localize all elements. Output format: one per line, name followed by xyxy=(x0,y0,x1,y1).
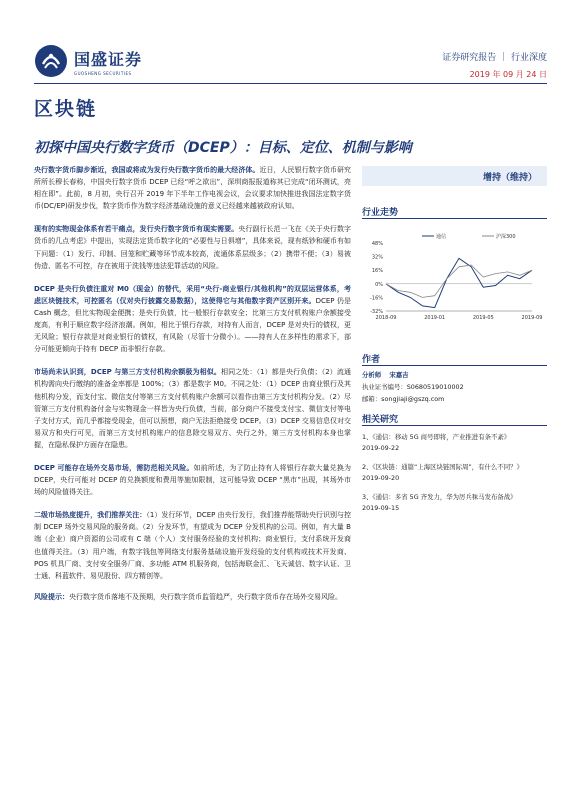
logo xyxy=(34,44,142,78)
trend-divider xyxy=(362,218,547,219)
paragraph-lead: 央行数字货币脚步渐近，我国或将成为发行央行数字货币的最大经济体。 xyxy=(34,166,260,174)
x-tick-label: 2019-05 xyxy=(472,315,494,321)
related-item xyxy=(362,492,547,514)
trend-heading: 行业走势 xyxy=(362,208,399,218)
paragraph xyxy=(34,164,351,212)
author-divider xyxy=(362,365,547,366)
report-type: 证券研究报告 ｜ 行业深度 xyxy=(442,53,547,63)
trend-chart xyxy=(362,231,547,323)
related-title: 1、《通信：移动 5G 商号即将，产业推进有条不紊》 xyxy=(362,433,511,441)
series-line-hs300 xyxy=(386,265,532,297)
series-line-tongxin xyxy=(386,258,532,307)
analyst-line xyxy=(362,370,408,379)
related-title: 2、《区块链：通篇“上海区块链国际周”，有什么不同？》 xyxy=(362,463,523,471)
author-heading: 作者 xyxy=(362,355,381,365)
related-date: 2019-09-22 xyxy=(362,444,400,452)
x-tick-label: 2019-09 xyxy=(521,315,543,321)
report-title: 初探中国央行数字货币（DCEP）：目标、定位、机制与影响 xyxy=(34,140,412,156)
paragraph xyxy=(34,223,351,271)
guosheng-logo-icon xyxy=(34,44,68,78)
paragraph xyxy=(34,591,351,603)
report-date: 2019 年 09 月 24 日 xyxy=(469,70,547,79)
related-item xyxy=(362,462,547,484)
header-divider xyxy=(34,83,547,84)
analyst-email: 邮箱：songjiaji@gszq.com xyxy=(362,395,445,403)
paragraph-body: 近日，人民银行数字货币研究所所长穆长春称，中国央行数字货币 DCEP 已经“呼之欲出”，深圳商报报道称其已完成“闭环测试，亮相在即”。此前，8 月初，央行召开 2019 年下半年工作电视会议，会议要求加快推进我国法定数字货币(DC/EP)研发步伐，数字货币作为数字经济基础设施的意义已经越来越被政府认知。 xyxy=(34,166,351,211)
related-title: 3、《通信：多省 5G 齐发力，华为厉兵秣马发布备战》 xyxy=(362,493,517,501)
y-tick-label: 16% xyxy=(371,268,383,275)
paragraph xyxy=(34,462,351,498)
paragraph xyxy=(34,509,351,582)
paragraph xyxy=(34,283,351,356)
y-tick-label: -32% xyxy=(370,309,383,315)
paragraph xyxy=(34,366,351,451)
related-date: 2019-09-20 xyxy=(362,474,400,482)
y-tick-label: -16% xyxy=(370,295,383,302)
rating-box xyxy=(362,166,547,186)
paragraph-body: 央行副行长范一飞在《关于央行数字货币的几点考虑》中提出，实现法定货币数字化的“必要性与日俱增”，具体来说，现有纸钞和硬币有如下问题：（1）发行、印制、回笼和贮藏等环节成本较高，流通体系层级多；（2）携带不便；（3）易被伪造、匿名不可控，存在被用于洗钱等违法犯罪活动的风险。 xyxy=(34,225,352,270)
y-tick-label: 0% xyxy=(375,281,383,288)
paragraph-lead: 二级市场热度提升，我们推荐关注： xyxy=(34,511,147,520)
legend-label: 通信 xyxy=(436,234,447,240)
legend-label: 沪深300 xyxy=(496,234,516,240)
paragraph-body: （1）发行环节，DCEP 由央行发行，我们推荐能帮助央行识别与控制 DCEP 场外交易风险的服务商。（2）分发环节，有望成为 DCEP 分发机构的公司。例如，有大量 B 端（企业）商户资源的公司或有 C 端（个人）支付服务经验的支付机构；商业银行，支付系统开发商也值得关注。（3）用户端，有数字钱包等网络支付服务基础设施开发经验的支付机构或技术开发商、POS 机具厂商、支付安全服务厂商、多功能 ATM 机服务商，包括海联金汇、飞天诚信、数字认证、卫士通、科蓝软件、易见股份、四方精创等。 xyxy=(34,511,352,580)
analyst-label: 分析师 xyxy=(362,371,382,379)
sector-title: 区块链 xyxy=(34,98,98,120)
main-body xyxy=(34,164,351,614)
paragraph-lead: 市场尚未认识到，DCEP 与第三方支付机构余额极为相似。 xyxy=(34,368,221,377)
paragraph-body: DCEP 仍是 Cash 概念，但比实物现金便携；是央行负债，比一般银行存款安全；比第三方支付机构账户余额接受度高，有利于顺应数字经济浪潮。例如，相比于银行存款，对持有人而言，DCEP 是对央行的债权，更无风险；银行存款是对商业银行的债权，有风险（尽管十分微小）。——持有人在多样性的需求下，部分可能更倾向于持有 DECP 而非银行存款。 xyxy=(34,296,351,354)
paragraph-lead: DCEP 可能存在场外交易市场，需防范相关风险。 xyxy=(34,463,194,472)
y-tick-label: 48% xyxy=(371,241,383,247)
paragraph-body: 相同之处：（1）都是央行负债；（2）流通机构需向央行缴纳的准备金率都是 100%；（3）都是数字 M0。不同之处：（1）DCEP 由商业银行及其他机构分发，而支付宝、微信支付等第三方支付机构账户余额可以看作由第三方支付机构分发。（2）尽管第三方支付机构备付金与实物现金一样皆为央行负债，当前，部分商户不接受支付宝、微信支付等电子支付方式，而几乎都接受现金，但可以预想，商户无法拒绝接受 DCEP。（3）DCEP 交易信息仅对交易双方和央行可见，而第三方支付机构账户的信息除交易双方、央行之外，第三方支付机构本身也掌握，在隐私保护方面存在隐患。 xyxy=(34,368,352,449)
rating-label: 增持（维持） xyxy=(482,173,537,183)
related-heading: 相关研究 xyxy=(362,415,399,425)
analyst-name: 宋嘉吉 xyxy=(389,371,409,379)
paragraph-lead: 风险提示： xyxy=(34,592,69,601)
y-tick-label: 32% xyxy=(371,254,383,261)
paragraph-body: 央行数字货币落地不及预期，央行数字货币监管趋严，央行数字货币存在场外交易风险。 xyxy=(69,592,342,601)
related-item xyxy=(362,432,547,454)
x-tick-label: 2018-09 xyxy=(375,315,397,321)
license-number: 执业证书编号：S0680519010002 xyxy=(362,383,464,391)
paragraph-lead: 现有的实物现金体系有若干痛点，发行央行数字货币有现实需要。 xyxy=(34,225,239,234)
paragraph-body: 如前所述，为了防止持有人将银行存款大量兑换为 DCEP，央行可能对 DCEP 的兑换额度和费用等施加限制，这可能导致 DCEP “黑市”出现，其场外市场的风险值得关注。 xyxy=(34,463,352,497)
logo-name-en: GUOSHENG SECURITIES xyxy=(74,70,132,76)
related-divider xyxy=(362,425,547,426)
related-date: 2019-09-15 xyxy=(362,504,400,512)
logo-name-cn: 国盛证券 xyxy=(74,49,143,69)
paragraph-lead: DCEP 是央行负债注重对 M0（现金）的替代，采用“央行-商业银行/其他机构”的双层运营体系，考虑区块链技术，可控匿名（仅对央行披露交易数据），这使得它与其他数字资产区别开来。 xyxy=(34,284,351,305)
x-tick-label: 2019-01 xyxy=(424,315,446,321)
